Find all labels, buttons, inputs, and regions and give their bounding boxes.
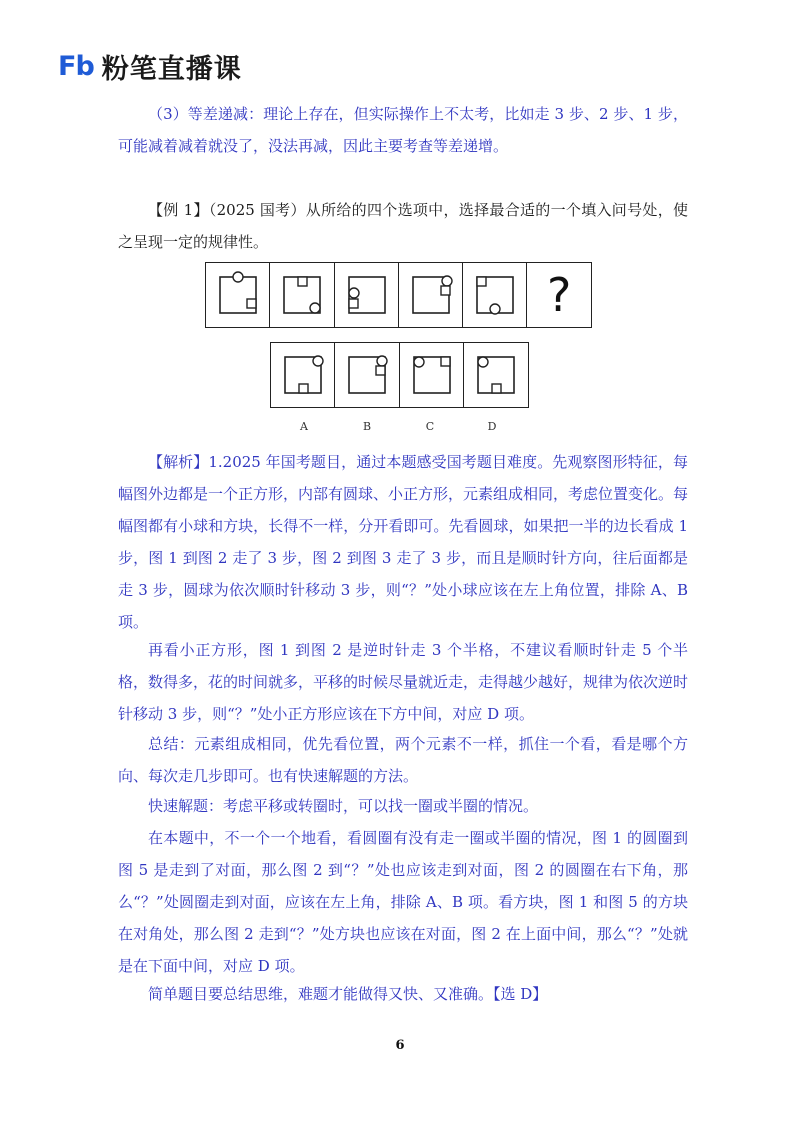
question-mark-cell [526,262,592,328]
question-mark: ? [547,268,572,322]
example-label: 【例 1】 [148,201,209,219]
analysis-paragraph-1 [118,446,688,638]
analysis-paragraph-5: 在本题中，不一个一个地看，看圆圈有没有走一圈或半圈的情况，图 1 的圆圈到图 5 是走到了对面，那么图 2 到“？”处也应该走到对面，图 2 的圆圈在右下角，那么“？”处圆圈走到对面，应该在左上角，排除 A、B 项。看方块，图 1 和图 5 的方块在对角处，那么图 2 走到“？”处方块也应该在对面，图 2 在上面中间，那么“？”处就是在下面中间，对应 D 项。 [118,829,688,975]
question-figure-5 [462,262,528,328]
question-figure-1 [205,262,271,328]
analysis-paragraph-4: 快速解题：考虑平移或转圈时，可以找一圈或半圈的情况。 [148,797,539,815]
option-figure-c [399,342,465,408]
option-label-a: A [300,420,308,433]
analysis-paragraph-2: 再看小正方形，图 1 到图 2 是逆时针走 3 个半格，不建议看顺时针走 5 个半格，数得多，花的时间就多，平移的时候尽量就近走，走得越少越好，规律为依次逆时针移动 3 步，则“？”处小正方形应该在下方中间，对应 D 项。 [118,641,689,723]
option-figure-b [334,342,400,408]
intro-paragraph: （3）等差递减：理论上存在，但实际操作上不太考，比如走 3 步、2 步、1 步，可能减着减着就没了，没法再减，因此主要考查等差递增。 [118,105,688,155]
question-figure-4 [398,262,464,328]
question-figure-2 [269,262,335,328]
options-figure-row [272,342,529,408]
brand-name: 粉笔直播课 [101,53,242,85]
example-text: （2025 国考）从所给的四个选项中，选择最合适的一个填入问号处，使之呈现一定的规律性。 [118,201,689,251]
brand-logo [58,50,242,85]
analysis-paragraph-6: 简单题目要总结思维，难题才能做得又快、又准确。【选 D】 [148,985,548,1003]
question-figure-3 [334,262,400,328]
option-figure-a [270,342,336,408]
fb-logo-icon: Fb [58,50,94,82]
analysis-text-1: 1.2025 年国考题目，通过本题感受国考题目难度。先观察图形特征，每幅图外边都是一个正方形，内部有圆球、小正方形，元素组成相同，考虑位置变化。每幅图都有小球和方块，长得不一样，分开看即可。先看圆球，如果把一半的边长看成 1 步，图 1 到图 2 走了 3 步，图 2 到图 3 走了 3 步，而且是顺时针方向，往后面都是走 3 步，圆球为依次顺时针移动 3 步，则“？”处小球应该在左上角位置，排除 A、B 项。 [118,453,689,631]
example-question [118,194,688,258]
page-number: 6 [395,1038,405,1053]
analysis-label: 【解析】 [148,453,209,471]
option-figure-d [463,342,529,408]
option-label-c: C [425,420,435,433]
analysis-paragraph-3: 总结：元素组成相同，优先看位置，两个元素不一样，抓住一个看，看是哪个方向、每次走几步即可。也有快速解题的方法。 [118,735,688,785]
question-figure-row [207,262,592,328]
option-label-d: D [487,420,497,433]
option-label-b: B [362,420,372,433]
